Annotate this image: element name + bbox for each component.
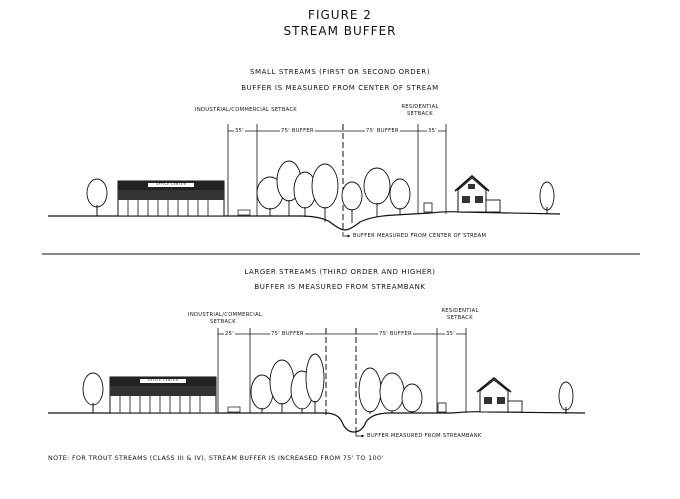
panel1-dim-industrial: 35' <box>235 128 244 134</box>
panel2-industrial-label: INDUSTRIAL/COMMERCIAL SETBACK <box>188 312 263 325</box>
panel2-subheading: BUFFER IS MEASURED FROM STREAMBANK <box>254 283 426 291</box>
figure-title: STREAM BUFFER <box>283 24 397 38</box>
panel1-industrial-label: INDUSTRIAL/COMMERCIAL SETBACK <box>195 107 297 113</box>
panel2-callout: BUFFER MEASURED FROM STREAMBANK <box>367 433 482 439</box>
panel2-dim-residential: 35' <box>446 331 455 337</box>
panel1-dim-buffer-left: 75' BUFFER <box>281 128 314 134</box>
panel2-dim-buffer-left: 75' BUFFER <box>271 331 304 337</box>
figure-number: FIGURE 2 <box>308 8 372 22</box>
panel1-dim-residential: 35' <box>428 128 437 134</box>
panel1-dim-buffer-right: 75' BUFFER <box>366 128 399 134</box>
footnote: NOTE: FOR TROUT STREAMS (CLASS III & IV), STREAM BUFFER IS INCREASED FROM 75' TO 100' <box>48 455 384 462</box>
panel1-callout: BUFFER MEASURED FROM CENTER OF STREAM <box>353 233 487 239</box>
panel2-dim-buffer-right: 75' BUFFER <box>379 331 412 337</box>
panel2-building-sign: OFFICE CENTER <box>147 378 179 382</box>
panel2-dim-industrial: 25' <box>225 331 234 337</box>
panel1-heading: SMALL STREAMS (FIRST OR SECOND ORDER) <box>249 68 431 76</box>
panel1-building-sign: OFFICE CENTER <box>155 182 187 186</box>
panel2-heading: LARGER STREAMS (THIRD ORDER AND HIGHER) <box>244 268 436 276</box>
panel2-residential-label: RESIDENTIAL SETBACK <box>441 308 479 321</box>
panel1-residential-label: RESIDENTIAL SETBACK <box>401 104 439 117</box>
panel1-subheading: BUFFER IS MEASURED FROM CENTER OF STREAM <box>241 84 439 92</box>
